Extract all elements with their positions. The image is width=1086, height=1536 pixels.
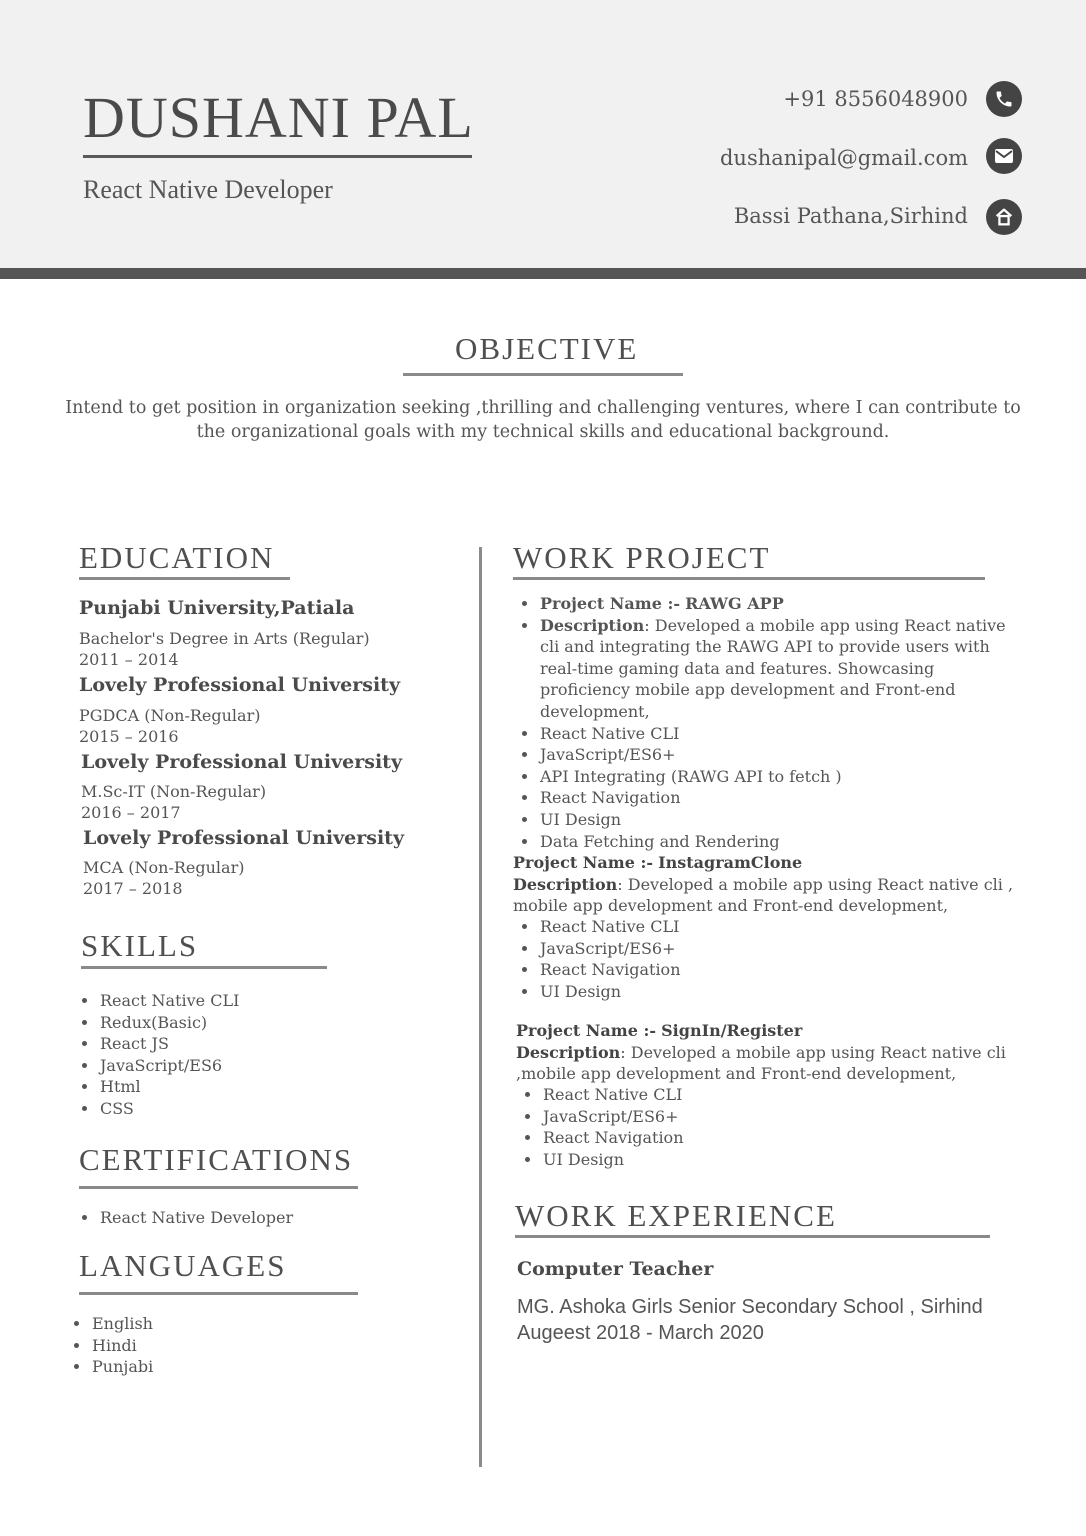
project-name-line [518,593,1018,615]
project-tech-item: JavaScript/ES6+ [521,1106,684,1128]
education-years: 2011 – 2014 [79,650,179,669]
objective-text: Intend to get position in organization seeking ,thrilling and challenging ventures, where I can contribute to the organizational goals with my technical skills and educational background. [65,398,1021,442]
description-label: Description [513,874,618,894]
objective-underline [403,373,683,376]
education-title: EDUCATION [79,540,275,575]
project-tech-item: UI Design [518,809,1018,831]
project-description-line [513,874,1033,917]
education-underline [79,577,290,580]
education-school: Lovely Professional University [83,827,404,849]
education-years: 2015 – 2016 [79,727,179,746]
project-name-label: Project Name :- [513,853,654,872]
certifications-underline [79,1186,358,1189]
home-icon [986,199,1022,235]
skill-item: Redux(Basic) [78,1012,239,1034]
work-experience-underline [515,1235,990,1238]
certifications-list [78,1207,293,1229]
project-description: : Developed a mobile app using React native cli and integrating the RAWG API to provide users with real-time gaming data and features. Showcasing proficiency mobile app development and Front-end development, [540,615,1006,721]
language-item: English [70,1313,153,1335]
column-divider [479,547,482,1467]
skills-list [78,990,239,1120]
education-degree: Bachelor's Degree in Arts (Regular) [79,629,370,648]
work-experience-title: WORK EXPERIENCE [515,1198,837,1233]
project-tech-item: React Navigation [518,787,1018,809]
skill-item: CSS [78,1098,239,1120]
experience-position: Computer Teacher [517,1258,714,1280]
skills-underline [81,966,327,969]
project-name: SignIn/Register [661,1021,803,1040]
candidate-role: React Native Developer [83,175,333,204]
project-tech-item: API Integrating (RAWG API to fetch ) [518,766,1018,788]
education-degree: M.Sc-IT (Non-Regular) [81,782,267,801]
experience-company: MG. Ashoka Girls Senior Secondary School , Sirhind [517,1296,983,1318]
certification-item: React Native Developer [78,1207,293,1229]
project-tech-item: UI Design [518,981,681,1003]
language-item: Punjabi [70,1356,153,1378]
languages-title: LANGUAGES [79,1248,287,1283]
project-tech-list [521,1084,684,1170]
education-school: Lovely Professional University [79,674,400,696]
project-tech-item: React Native CLI [521,1084,684,1106]
project-tech-item: UI Design [521,1149,684,1171]
language-item: Hindi [70,1335,153,1357]
education-years: 2017 – 2018 [83,879,183,898]
project-description-line [516,1042,1036,1085]
project-name-label: Project Name :- [540,594,681,613]
project-signin-register [516,1020,1036,1085]
skill-item: Html [78,1076,239,1098]
project-tech-item: React Native CLI [518,723,1018,745]
education-school: Lovely Professional University [81,751,402,773]
email-address: dushanipal@gmail.com [719,146,968,170]
education-degree: MCA (Non-Regular) [83,858,245,877]
experience-period: Augeest 2018 - March 2020 [517,1322,764,1344]
header-divider-bar [0,268,1086,279]
work-project-underline [513,577,985,580]
education-years: 2016 – 2017 [81,803,181,822]
project-tech-item: JavaScript/ES6+ [518,744,1018,766]
certifications-title: CERTIFICATIONS [79,1142,354,1177]
skill-item: React Native CLI [78,990,239,1012]
mail-icon [986,138,1022,174]
project-description: : Developed a mobile app using React native cli , mobile app development and Front-end development, [513,874,1014,916]
project-tech-item: JavaScript/ES6+ [518,938,681,960]
phone-icon [986,81,1022,117]
project-tech-list [518,916,681,1002]
project-name-line [513,852,1033,874]
name-underline [83,155,472,158]
education-school: Punjabi University,Patiala [79,597,355,619]
skills-title: SKILLS [81,928,199,963]
project-name-line [516,1020,1036,1042]
languages-underline [79,1292,358,1295]
project-tech-item: React Navigation [518,959,681,981]
education-degree: PGDCA (Non-Regular) [79,706,261,725]
languages-list [70,1313,153,1378]
candidate-name: DUSHANI PAL [83,85,474,150]
home-address: Bassi Pathana,Sirhind [733,204,968,228]
project-name-label: Project Name :- [516,1021,657,1040]
project-name: RAWG APP [685,594,784,613]
skill-item: React JS [78,1033,239,1055]
work-project-title: WORK PROJECT [513,540,771,575]
project-name: InstagramClone [658,853,803,872]
project-instagramclone [513,852,1033,917]
description-label: Description [540,615,645,635]
project-tech-item: Data Fetching and Rendering [518,831,1018,853]
project-rawg [518,593,1018,852]
description-label: Description [516,1042,621,1062]
project-description: : Developed a mobile app using React native cli ,mobile app development and Front-end development, [516,1042,1006,1084]
phone-number: +91 8556048900 [783,87,968,111]
project-tech-item: React Native CLI [518,916,681,938]
skill-item: JavaScript/ES6 [78,1055,239,1077]
project-tech-item: React Navigation [521,1127,684,1149]
objective-title: OBJECTIVE [455,331,639,366]
project-description-line [518,615,1018,723]
